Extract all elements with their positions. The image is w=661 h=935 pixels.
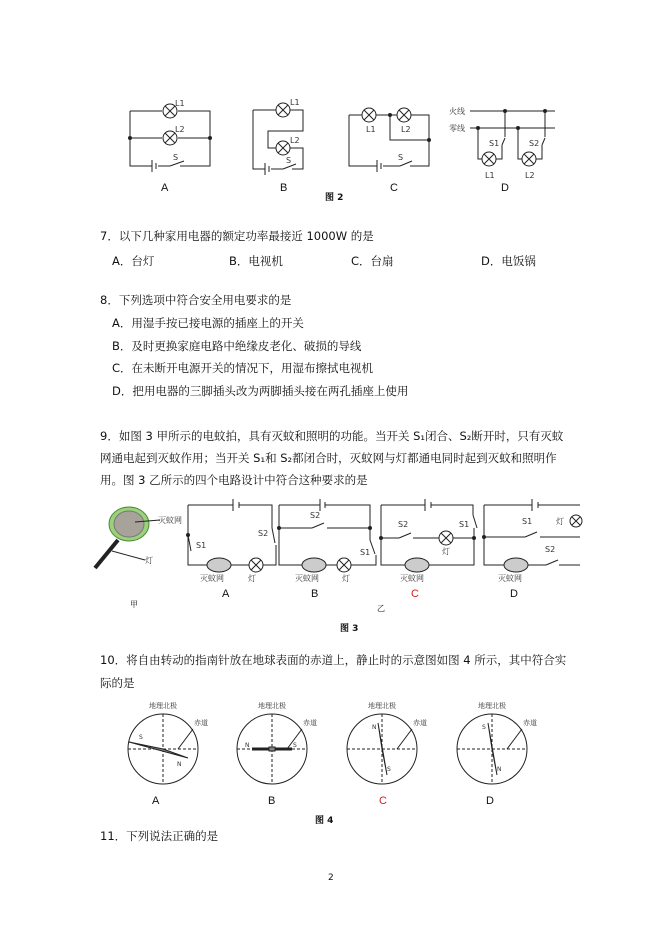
q9-line-2: 网通电起到灭蚊作用；当开关 S₁和 S₂都闭合时，灭蚊网与灯都通电同时起到灭蚊和照明作: [100, 451, 557, 465]
svg-text:S1: S1: [522, 517, 533, 526]
fig4-label-a: A: [152, 795, 160, 807]
svg-text:赤道: 赤道: [194, 719, 208, 727]
fig3-caption: 图 3: [340, 624, 359, 634]
svg-text:L2: L2: [290, 136, 300, 145]
svg-text:S: S: [173, 153, 179, 162]
svg-text:S: S: [387, 766, 391, 773]
fig3-label-c-answer: C: [411, 588, 419, 600]
svg-text:赤道: 赤道: [303, 719, 317, 727]
svg-text:灭蚊网: 灭蚊网: [498, 574, 522, 583]
svg-text:L1: L1: [366, 125, 376, 134]
svg-text:灯: 灯: [442, 547, 450, 556]
q10-line-1: 10．将自由转动的指南针放在地球表面的赤道上，静止时的示意图如图 4 所示，其中符合实: [100, 653, 567, 667]
fig3-yi: 乙: [377, 604, 385, 613]
svg-text:灯: 灯: [342, 574, 350, 583]
q8-stem: 8．下列选项中符合安全用电要求的是: [100, 293, 292, 307]
svg-text:灯: 灯: [556, 517, 564, 526]
svg-text:零线: 零线: [449, 124, 465, 133]
svg-text:L1: L1: [485, 171, 495, 180]
compass-4a: [128, 701, 208, 784]
q10-line-2: 际的是: [100, 676, 135, 690]
svg-text:S: S: [293, 742, 297, 749]
svg-text:S2: S2: [529, 139, 540, 148]
fig3-jia: 甲: [130, 600, 138, 609]
svg-text:S2: S2: [398, 520, 409, 529]
fig4-label-c-answer: C: [379, 795, 387, 807]
q8-option-b: B．及时更换家庭电路中绝缘皮老化、破损的导线: [112, 339, 362, 353]
svg-text:S: S: [482, 724, 486, 731]
svg-text:灭蚊网: 灭蚊网: [400, 574, 424, 583]
q7-option-a: A．台灯: [112, 254, 155, 268]
svg-text:S2: S2: [310, 511, 321, 520]
svg-text:L2: L2: [401, 125, 411, 134]
svg-text:S1: S1: [489, 139, 500, 148]
fig4-label-b: B: [268, 795, 276, 807]
svg-text:灭蚊网: 灭蚊网: [158, 516, 182, 525]
svg-text:S1: S1: [360, 548, 371, 557]
fig4-caption: 图 4: [315, 816, 334, 826]
q7-option-b: B．电视机: [229, 254, 283, 268]
fig2-label-d: D: [501, 182, 509, 194]
page-number: 2: [328, 873, 334, 883]
svg-text:L1: L1: [175, 99, 185, 108]
svg-text:S: S: [286, 156, 292, 165]
q9-line-3: 用。图 3 乙所示的四个电路设计中符合这种要求的是: [100, 473, 368, 487]
q7-option-d: D．电饭锅: [481, 254, 536, 268]
svg-text:L2: L2: [175, 125, 185, 134]
fig2-label-c: C: [390, 182, 398, 194]
svg-text:L2: L2: [525, 171, 535, 180]
compass-4d: [457, 701, 537, 784]
q9-line-1: 9．如图 3 甲所示的电蚊拍，具有灭蚊和照明的功能。当开关 S₁闭合、S₂断开时，只有灭蚊: [100, 429, 564, 443]
fig2-label-b: B: [280, 182, 288, 194]
svg-text:火线: 火线: [449, 107, 465, 116]
compass-4b: [237, 701, 317, 784]
svg-text:S1: S1: [196, 541, 207, 550]
svg-text:灯: 灯: [145, 556, 153, 565]
q11-stem: 11．下列说法正确的是: [100, 829, 219, 843]
compass-4c: [347, 701, 427, 784]
svg-text:灭蚊网: 灭蚊网: [200, 574, 224, 583]
svg-text:赤道: 赤道: [413, 719, 427, 727]
fig3-label-a: A: [222, 588, 230, 600]
fig4-label-d: D: [486, 795, 494, 807]
svg-text:S2: S2: [258, 529, 269, 538]
svg-text:S1: S1: [459, 520, 470, 529]
svg-text:S2: S2: [545, 545, 556, 554]
fig2-label-a: A: [161, 182, 169, 194]
svg-text:N: N: [245, 742, 250, 749]
q7-option-c: C．台扇: [351, 254, 394, 268]
svg-text:地理北极: 地理北极: [478, 702, 506, 710]
svg-text:N: N: [372, 724, 377, 731]
svg-text:N: N: [177, 761, 182, 768]
fig3-label-d: D: [510, 588, 518, 600]
svg-text:灯: 灯: [248, 574, 256, 583]
fig2-caption: 图 2: [325, 193, 344, 203]
q7-stem: 7．以下几种家用电器的额定功率最接近 1000W 的是: [100, 229, 374, 243]
svg-text:灭蚊网: 灭蚊网: [295, 574, 319, 583]
svg-text:S: S: [398, 153, 404, 162]
svg-text:N: N: [497, 766, 502, 773]
svg-text:S: S: [139, 734, 143, 741]
svg-text:地理北极: 地理北极: [258, 702, 286, 710]
svg-text:地理北极: 地理北极: [368, 702, 396, 710]
fig3-label-b: B: [311, 588, 319, 600]
q8-option-c: C．在未断开电源开关的情况下，用湿布擦拭电视机: [112, 361, 374, 375]
svg-text:地理北极: 地理北极: [149, 702, 177, 710]
svg-text:赤道: 赤道: [523, 719, 537, 727]
q8-option-a: A．用湿手按已接电源的插座上的开关: [112, 316, 304, 330]
svg-text:L1: L1: [290, 98, 300, 107]
q8-option-d: D．把用电器的三脚插头改为两脚插头接在两孔插座上使用: [112, 384, 409, 398]
